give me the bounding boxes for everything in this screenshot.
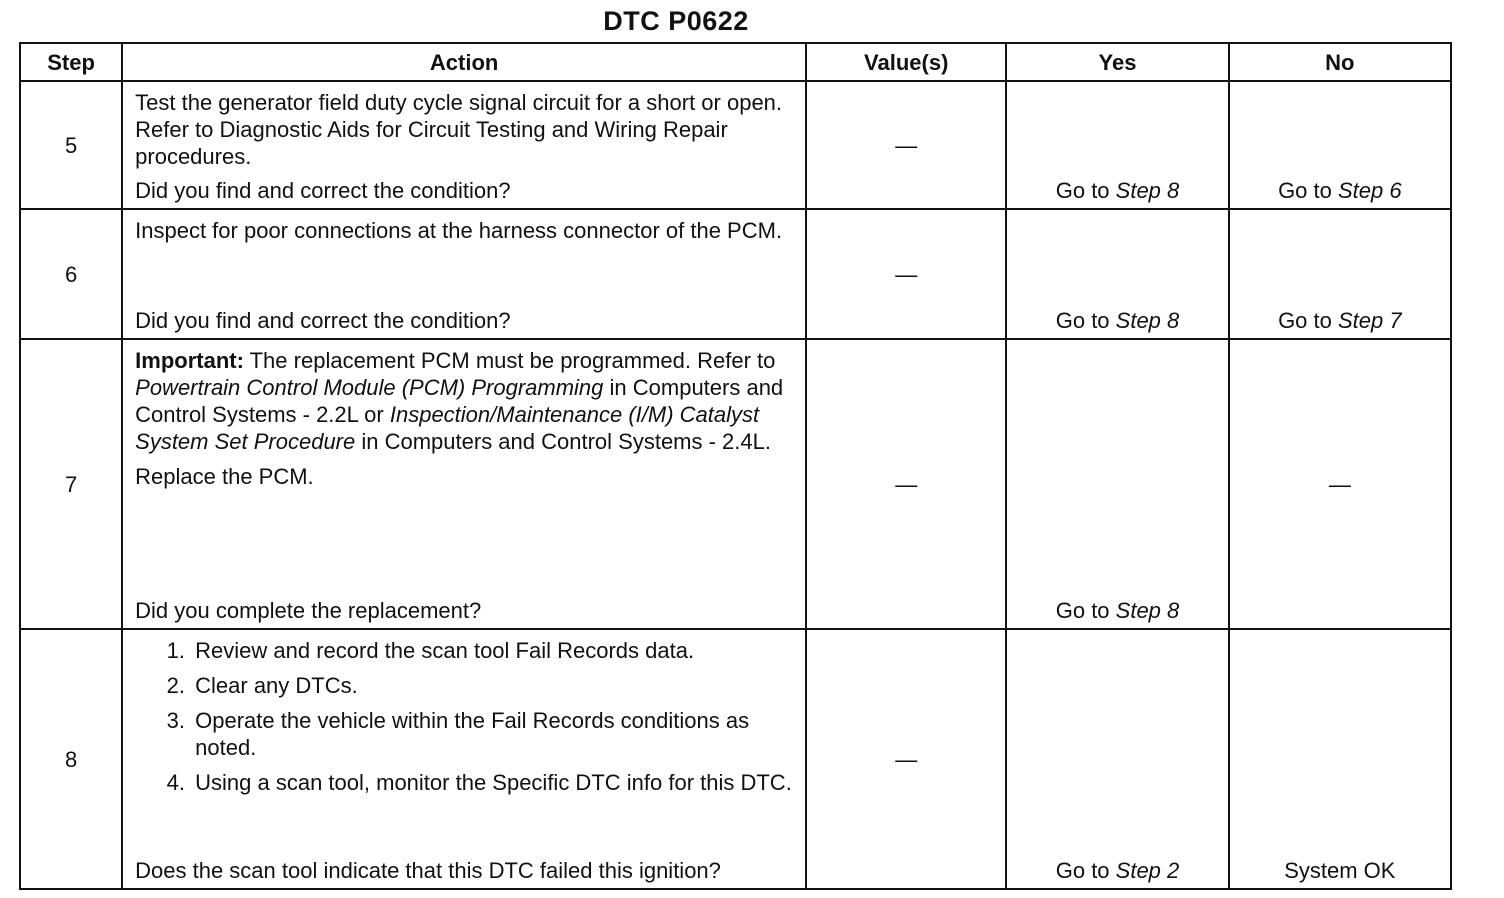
step-number: 8 <box>20 629 122 889</box>
header-values: Value(s) <box>806 43 1006 81</box>
value-cell: — <box>806 209 1006 339</box>
yes-cell <box>1006 629 1228 889</box>
table-row-step-8 <box>20 629 1451 889</box>
yes-step-link[interactable]: Step 2 <box>1115 858 1180 883</box>
no-cell: — <box>1229 339 1451 629</box>
action-question: Did you find and correct the condition? <box>135 308 511 333</box>
reference-context: in Computers and Control Systems - 2.4L. <box>355 429 771 454</box>
action-cell <box>122 629 806 889</box>
header-yes: Yes <box>1006 43 1228 81</box>
no-step-link[interactable]: Step 6 <box>1337 178 1402 203</box>
action-question: Did you find and correct the condition? <box>135 178 511 203</box>
action-question: Did you complete the replacement? <box>135 598 482 623</box>
action-cell <box>122 209 806 339</box>
substep-item: 3. Operate the vehicle within the Fail Records conditions as noted. <box>191 707 795 761</box>
no-prefix: Go to <box>1278 178 1338 203</box>
header-row <box>20 43 1451 81</box>
action-cell <box>122 81 806 209</box>
yes-prefix: Go to <box>1055 858 1116 883</box>
no-cell: System OK <box>1229 629 1451 889</box>
action-cell <box>122 339 806 629</box>
substep-item: 4. Using a scan tool, monitor the Specific DTC info for this DTC. <box>191 769 795 796</box>
no-cell <box>1229 81 1451 209</box>
step-number: 7 <box>20 339 122 629</box>
header-no: No <box>1229 43 1451 81</box>
reference-link-pcm-programming[interactable]: Powertrain Control Module (PCM) Programming <box>135 375 604 400</box>
yes-step-link[interactable]: Step 8 <box>1115 178 1180 203</box>
important-label: Important: <box>135 348 244 373</box>
diagnostic-table <box>19 42 1452 890</box>
no-prefix: Go to <box>1278 308 1338 333</box>
no-step-link[interactable]: Step 7 <box>1337 308 1402 333</box>
yes-step-link[interactable]: Step 8 <box>1115 598 1180 623</box>
step-number: 5 <box>20 81 122 209</box>
table-row-step-7 <box>20 339 1451 629</box>
value-cell: — <box>806 81 1006 209</box>
yes-step-link[interactable]: Step 8 <box>1115 308 1180 333</box>
substep-item: 2. Clear any DTCs. <box>191 672 795 699</box>
yes-prefix: Go to <box>1055 308 1116 333</box>
important-note <box>135 347 795 455</box>
yes-prefix: Go to <box>1055 598 1116 623</box>
yes-cell <box>1006 81 1228 209</box>
value-cell: — <box>806 629 1006 889</box>
yes-cell <box>1006 209 1228 339</box>
substep-list <box>135 637 795 796</box>
yes-cell <box>1006 339 1228 629</box>
action-text: Test the generator field duty cycle signal circuit for a short or open. Refer to Diagnostic Aids for Circuit Testing and Wiring Repair procedures. <box>135 90 783 169</box>
table-row-step-6 <box>20 209 1451 339</box>
no-cell <box>1229 209 1451 339</box>
substep-item: 1. Review and record the scan tool Fail Records data. <box>191 637 795 664</box>
action-text: Replace the PCM. <box>135 464 314 489</box>
reference-link-im-catalyst[interactable]: Inspection/Maintenance (I/M) Catalyst System Set Procedure <box>135 402 760 454</box>
yes-prefix: Go to <box>1055 178 1116 203</box>
step-number: 6 <box>20 209 122 339</box>
value-cell: — <box>806 339 1006 629</box>
action-question: Does the scan tool indicate that this DTC failed this ignition? <box>135 858 721 883</box>
action-text: Inspect for poor connections at the harness connector of the PCM. <box>135 218 783 243</box>
page-title: DTC P0622 <box>603 6 749 36</box>
important-text: The replacement PCM must be programmed. Refer to <box>243 348 776 373</box>
header-step: Step <box>20 43 122 81</box>
header-action: Action <box>122 43 806 81</box>
table-row-step-5 <box>20 81 1451 209</box>
reference-context: in Computers and Control Systems - 2.2L or <box>135 375 784 427</box>
